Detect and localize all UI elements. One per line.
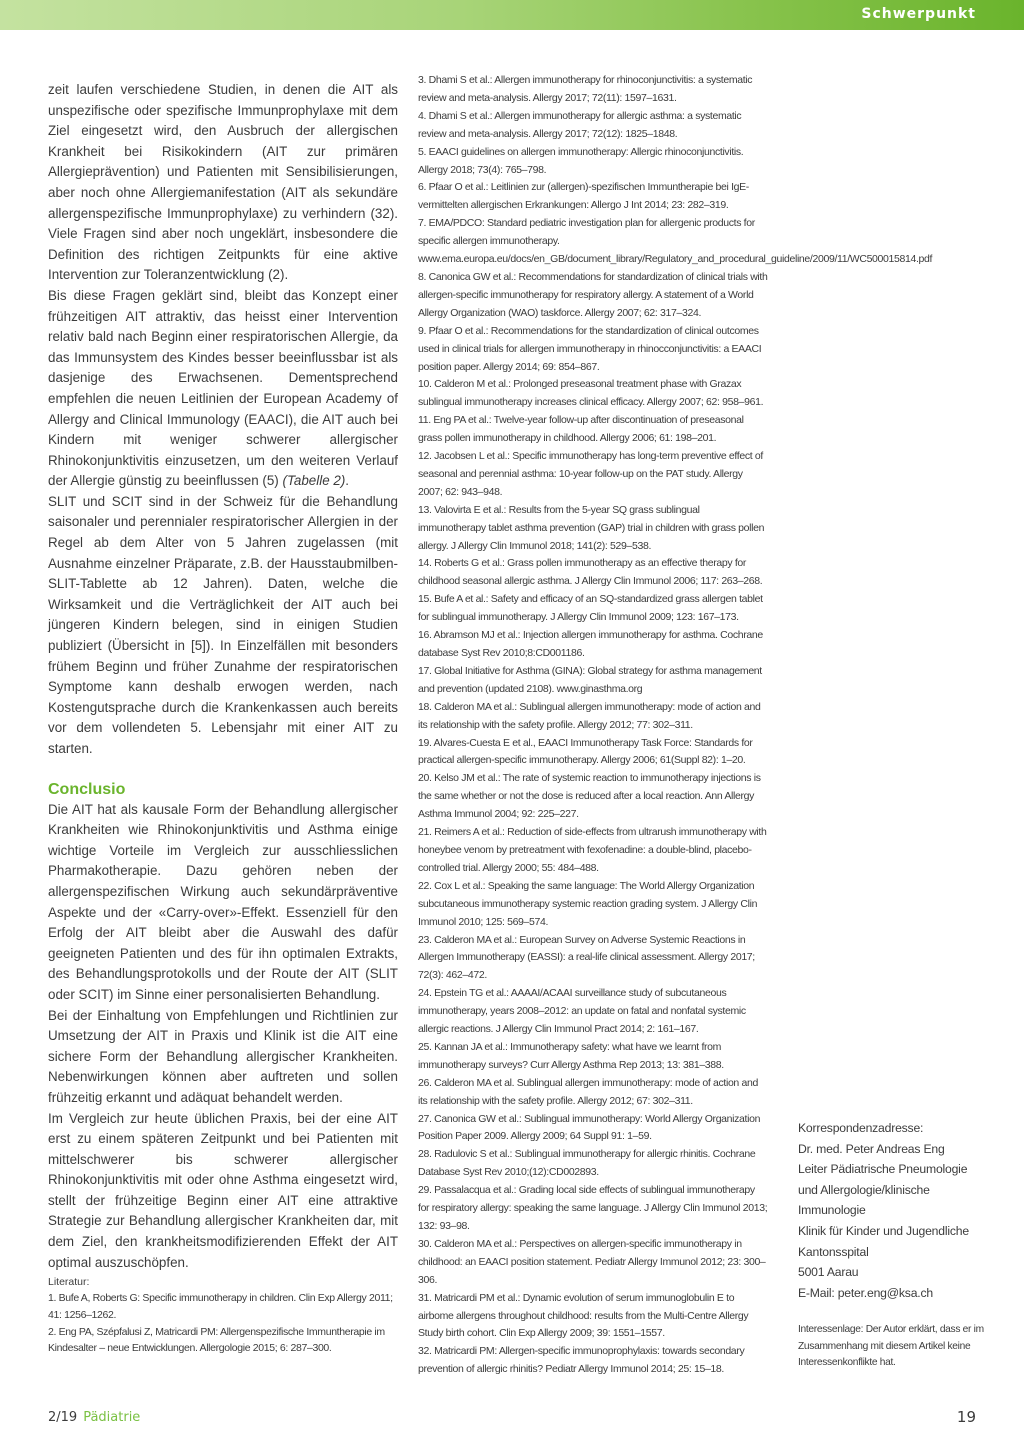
reference-item: 22. Cox L et al.: Speaking the same language: The World Allergy Organization subcutaneous immunotherapy systemic reaction grading system. J Allergy Clin Immunol 2010; 125: 569–574. — [418, 879, 758, 928]
body-paragraph: zeit laufen verschiedene Studien, in denen die AIT als unspezifische oder spezifische Immunprophylaxe mit dem Ziel eingesetzt wird, den Ausbruch der allergischen Krankheit bei Risikokindern (AIT zur primären Allergieprävention) und Patienten mit Sensibilisierungen, aber noch ohne Allergiemanifestation (AIT als sekundäre allergenspezifische Immunprophylaxe) zu verhindern (32). Viele Fragen sind aber noch ungeklärt, insbesondere die Definition des richtigen Zeitpunkts für eine aktive Intervention zur Toleranzentwicklung (2). — [48, 82, 398, 283]
reference-item: 31. Matricardi PM et al.: Dynamic evolution of serum immunoglobulin E to airbome allergens throughout childhood: results from the Multi-Centre Allergy Study birth cohort. Clin Exp Allergy 2009; 39: 1551–1557. — [418, 1291, 749, 1340]
reference-item: 4. Dhami S et al.: Allergen immunotherapy for allergic asthma: a systematic review and meta-analysis. Allergy 2017; 72(12): 1825–1848. — [418, 109, 742, 140]
reference-item: 7. EMA/PDCO: Standard pediatric investigation plan for allergenic products for specific allergen immunotherapy. www.ema.europa.eu/docs/en_GB/document_library/Regulatory_and_procedural_guideline/2009/11/WC500015814.pdf — [418, 217, 933, 266]
body-paragraph: Im Vergleich zur heute üblichen Praxis, bei der eine AIT erst zu einem späteren Zeitpunkt und bei Patienten mit mittelschwerer bis schwerer allergischer Rhinokonjunktivitis mit oder ohne Asthma eingesetzt wird, stellt der frühzeitige Beginn einer AIT eine attraktive Strategie zur Behandlung allergischer Krankheiten dar, mit dem Ziel, den krankheitsmodifizierenden Effekt der AIT optimal auszuschöpfen. — [48, 1110, 398, 1270]
reference-item: 26. Calderon MA et al. Sublingual allergen immunotherapy: mode of action and its relationship with the safety profile. Allergy 2012; 67: 302–311. — [418, 1076, 758, 1107]
conclusio-heading: Conclusio — [48, 780, 126, 798]
reference-item: 6. Pfaar O et al.: Leitlinien zur (allergen)-spezifischen Immuntherapie bei IgE-vermittelten allergischen Erkrankungen: Allergo J Int 2014; 23: 282–319. — [418, 181, 749, 212]
reference-item: 12. Jacobsen L et al.: Specific immunotherapy has long-term preventive effect of seasonal and perennial asthma: 10-year follow-up on the PAT study. Allergy 2007; 62: 943–948. — [418, 450, 763, 498]
reference-item: 32. Matricardi PM: Allergen-specific immunoprophylaxis: towards secondary prevention of allergic rhinitis? Pediatr Allergy Immunol 2014; 25: 15–18. — [418, 1345, 745, 1376]
literature-label: Literatur: — [48, 1276, 90, 1288]
correspondence-label: Korrespondenzadresse: — [798, 1121, 924, 1135]
reference-item: 29. Passalacqua et al.: Grading local side effects of sublingual immunotherapy for respiratory allergy: speaking the same language. J Allergy Clin Immunol 2013; 132: 93–98. — [418, 1184, 768, 1232]
reference-item: 27. Canonica GW et al.: Sublingual immunotherapy: World Allergy Organization Position Paper 2009. Allergy 2009; 64 Suppl 91: 1–59. — [418, 1112, 761, 1143]
reference-item: 25. Kannan JA et al.: Immunotherapy safety: what have we learnt from immunotherapy surveys? Curr Allergy Asthma Rep 2013; 13: 381–388. — [418, 1040, 724, 1071]
footer-issue — [48, 1410, 140, 1425]
reference-item: 3. Dhami S et al.: Allergen immunotherapy for rhinoconjunctivitis: a systematic review and meta-analysis. Allergy 2017; 72(11): 1597–1631. — [418, 74, 753, 104]
address-line: Leiter Pädiatrische Pneumologie — [798, 1162, 968, 1177]
reference-item: 15. Bufe A et al.: Safety and efficacy of an SQ-standardized grass allergen tablet for sublingual immunotherapy. J Allergy Clin Immunol 2009; 123: 167–173. — [418, 593, 763, 624]
reference-item: 24. Epstein TG et al.: AAAAI/ACAAI surveillance study of subcutaneous immunotherapy, years 2008–2012: an update on fatal and nonfatal systemic allergic reactions. J Allergy Clin Immunol Pract 2014; 2: 161–167. — [418, 987, 746, 1036]
body-paragraph: Bis diese Fragen geklärt sind, bleibt das Konzept einer frühzeitigen AIT attraktiv, das heisst einer Intervention relativ bald nach Beginn einer respiratorischen Allergie, da das Immunsystem des Kindes besser beeinflussbar ist als dasjenige des Erwachsenen. Dementsprechend empfehlen die neuen Leitlinien der European Academy of Allergy and Clinical Immunology (EAACI), die AIT auch bei Kindern mit weniger schwerer allergischer Rhinokonjunktivitis einzusetzen, um den weiteren Verlauf der Allergie günstig zu beeinflussen (5) (Tabelle 2). — [48, 287, 398, 489]
reference-item: 10. Calderon M et al.: Prolonged preseasonal treatment phase with Grazax sublingual immunotherapy increases clinical efficacy. Allergy 2007; 62: 958–961. — [418, 378, 764, 409]
reference-item: 20. Kelso JM et al.: The rate of systemic reaction to immunotherapy injections is the same whether or not the dose is reduced after a local reaction. Ann Allergy Asthma Immunol 2004; 92: 225–227. — [418, 772, 761, 821]
journal-name: Pädiatrie — [83, 1410, 141, 1425]
reference-item: 5. EAACI guidelines on allergen immunotherapy: Allergic rhinoconjunctivitis. Allergy 2018; 73(4): 765–798. — [418, 145, 744, 176]
section-header-bar — [0, 0, 1024, 30]
reference-item: 13. Valovirta E et al.: Results from the 5-year SQ grass sublingual immunotherapy tablet asthma prevention (GAP) trial in children with grass pollen allergy. J Allergy Clin Immunol 2018; 141(2): 529–538. — [418, 503, 765, 552]
address-line: Immunologie — [798, 1203, 866, 1218]
reference-item: 18. Calderon MA et al.: Sublingual allergen immunotherapy: mode of action and its relationship with the safety profile. Allergy 2012; 77: 302–311. — [418, 700, 761, 731]
body-paragraph: Bei der Einhaltung von Empfehlungen und Richtlinien zur Umsetzung der AIT in Praxis und Klinik ist die AIT eine sichere Form der Behandlung allergischer Krankheiten. Nebenwirkungen können aber auftreten und sollen frühzeitig erkannt und adäquat behandelt werden. — [48, 1007, 398, 1105]
reference-item: 30. Calderon MA et al.: Perspectives on allergen-specific immunotherapy in childhood: an EAACI position statement. Pediatr Allergy Immunol 2012; 23: 300–306. — [418, 1237, 766, 1286]
reference-item: 19. Alvares-Cuesta E et al., EAACI Immunotherapy Task Force: Standards for practical allergen-specific immunotherapy. Allergy 2006; 61(Suppl 82): 1–20. — [418, 736, 753, 767]
reference-item: 21. Reimers A et al.: Reduction of side-effects from ultrarush immunotherapy with honeybee venom by pretreatment with fexofenadine: a double-blind, placebo-controlled trial. Allergy 2000; 55: 484–488. — [418, 826, 767, 874]
table-reference: (Tabelle 2) — [282, 473, 346, 489]
address-line: Klinik für Kinder und Jugendliche — [798, 1223, 969, 1238]
issue-number: 2/19 — [48, 1410, 78, 1425]
address-line: 5001 Aarau — [798, 1265, 859, 1280]
correspondence-address — [798, 1118, 998, 1303]
reference-item: 23. Calderon MA et al.: European Survey on Adverse Systemic Reactions in Allergen Immunotherapy (EASSI): a real-life clinical assessment. Allergy 2017; 72(3): 462–472. — [418, 933, 755, 982]
reference-item: 2. Eng PA, Szépfalusi Z, Matricardi PM: Allergenspezifische Immuntherapie im Kindesalter – neue Entwicklungen. Allergologie 2015; 6: 287–300. — [48, 1325, 385, 1355]
reference-item: 14. Roberts G et al.: Grass pollen immunotherapy as an effective therapy for childhood seasonal allergic asthma. J Allergy Clin Immunol 2006; 117: 263–268. — [418, 557, 763, 588]
reference-item: 11. Eng PA et al.: Twelve-year follow-up after discontinuation of preseasonal grass pollen immunotherapy in childhood. Allergy 2006; 61: 198–201. — [418, 414, 744, 445]
body-paragraph: Die AIT hat als kausale Form der Behandlung allergischer Krankheiten wie Rhinokonjunktivitis und Asthma einige wichtige Vorteile im Vergleich zur ausschliesslichen Pharmakotherapie. Dazu gehören neben der allergenspezifischen Wirkung auch sekundärpräventive Aspekte und der «Carry-over»-Effekt. Essenziell für den Erfolg der AIT bleibt aber die Auswahl des dafür geeigneten Patienten und des für ihn optimalen Extrakts, des Behandlungsprotokolls und der Route der AIT (SLIT oder SCIT) im Sinne einer personalisierten Behandlung. — [48, 801, 398, 1002]
email-address[interactable]: E-Mail: peter.eng@ksa.ch — [798, 1285, 933, 1300]
reference-item: 17. Global Initiative for Asthma (GINA): Global strategy for asthma management and prevention (updated 2108). www.ginasthma.org — [418, 664, 762, 695]
address-line: und Allergologie/klinische — [798, 1182, 930, 1197]
article-body-column — [48, 80, 398, 1273]
reference-list-left — [48, 1290, 400, 1357]
section-label: Schwerpunkt — [861, 6, 976, 22]
reference-item: 28. Radulovic S et al.: Sublingual immunotherapy for allergic rhinitis. Cochrane Database Syst Rev 2010;(12):CD002893. — [418, 1148, 756, 1179]
page-number: 19 — [956, 1408, 976, 1426]
body-paragraph: SLIT und SCIT sind in der Schweiz für die Behandlung saisonaler und perennialer respiratorischer Allergien in der Regel ab dem Alter von 5 Jahren zugelassen (mit Ausnahme einzelner Präparate, z.B. der Hausstaubmilben-SLIT-Tablette ab 12 Jahren). Daten, welche die Wirksamkeit und die Verträglichkeit der AIT auch bei jüngeren Kindern belegen, sind in einigen Studien publiziert (Übersicht in [5]). In Einzelfällen mit besonders frühem Beginn und früher Zunahme der respiratorischen Symptome kann deshalb erwogen werden, nach Kostengutsprache durch die Krankenkassen auch bereits vor dem vollendeten 5. Lebensjahr mit einer AIT zu starten. — [48, 493, 398, 756]
reference-item: 1. Bufe A, Roberts G: Specific immunotherapy in children. Clin Exp Allergy 2011; 41: 1256–1262. — [48, 1292, 393, 1321]
reference-item: 16. Abramson MJ et al.: Injection allergen immunotherapy for asthma. Cochrane database Syst Rev 2010;8:CD001186. — [418, 629, 763, 659]
reference-item: 9. Pfaar O et al.: Recommendations for the standardization of clinical outcomes used in clinical trials for allergen immunotherapy in rhinocconjunctivitis: a EAACI position paper. Allergy 2014; 69: 854–867. — [418, 324, 762, 373]
address-line: Kantonsspital — [798, 1244, 869, 1259]
conflict-of-interest-statement: Interessenlage: Der Autor erklärt, dass er im Zusammenhang mit diesem Artikel keine Interessenkonflikte hat. — [798, 1324, 984, 1368]
reference-item: 8. Canonica GW et al.: Recommendations for standardization of clinical trials with allergen-specific immunotherapy for respiratory allergy. A statement of a World Allergy Organization (WAO) taskforce. Allergy 2007; 62: 317–324. — [418, 270, 768, 319]
address-line: Dr. med. Peter Andreas Eng — [798, 1141, 945, 1156]
